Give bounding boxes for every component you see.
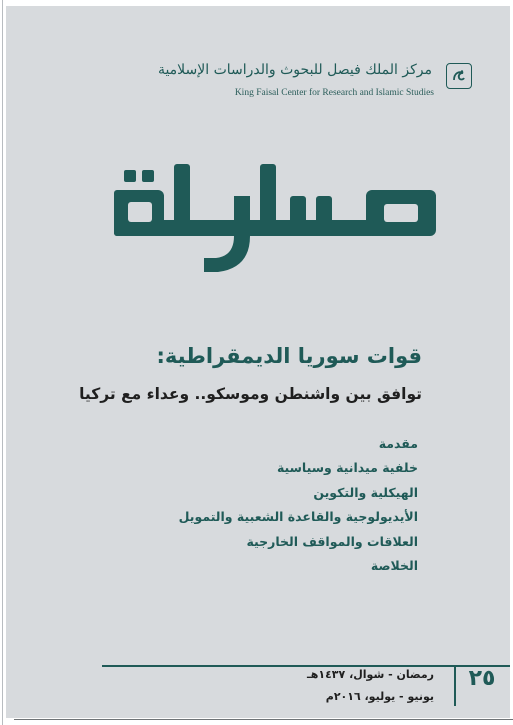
toc-item: خلفية ميدانية وسياسية	[276, 460, 418, 476]
toc-item: الأيديولوجية والقاعدة الشعبية والتمويل	[178, 509, 418, 525]
article-subtitle: توافق بين واشنطن وموسكو.. وعداء مع تركيا	[79, 385, 422, 403]
footer-vertical-divider	[454, 666, 456, 706]
cover-page	[6, 6, 510, 718]
page-edge-line	[2, 0, 3, 725]
toc-item: مقدمة	[378, 436, 418, 451]
toc-item: الخلاصة	[370, 557, 418, 573]
organization-name-english: King Faisal Center for Research and Islamic Studies	[234, 88, 434, 98]
organization-name-arabic: مركز الملك فيصل للبحوث والدراسات الإسلامية	[157, 62, 432, 78]
issue-date-gregorian: يونيو - يوليو، ٢٠١٦م	[325, 690, 434, 703]
footer-divider	[102, 665, 510, 667]
page-bottom-line	[14, 719, 513, 720]
issue-date-hijri: رمضان - شوال، ١٤٣٧هـ	[306, 668, 434, 681]
kfcris-logo-icon	[446, 63, 472, 89]
issue-number: ٢٥	[468, 666, 496, 691]
article-title: قوات سوريا الديمقراطية:	[156, 344, 422, 368]
toc-item: العلاقات والمواقف الخارجية	[246, 533, 418, 549]
table-of-contents	[98, 432, 418, 578]
series-title-masthead	[84, 156, 444, 276]
toc-item: الهيكلية والتكوين	[313, 484, 418, 500]
